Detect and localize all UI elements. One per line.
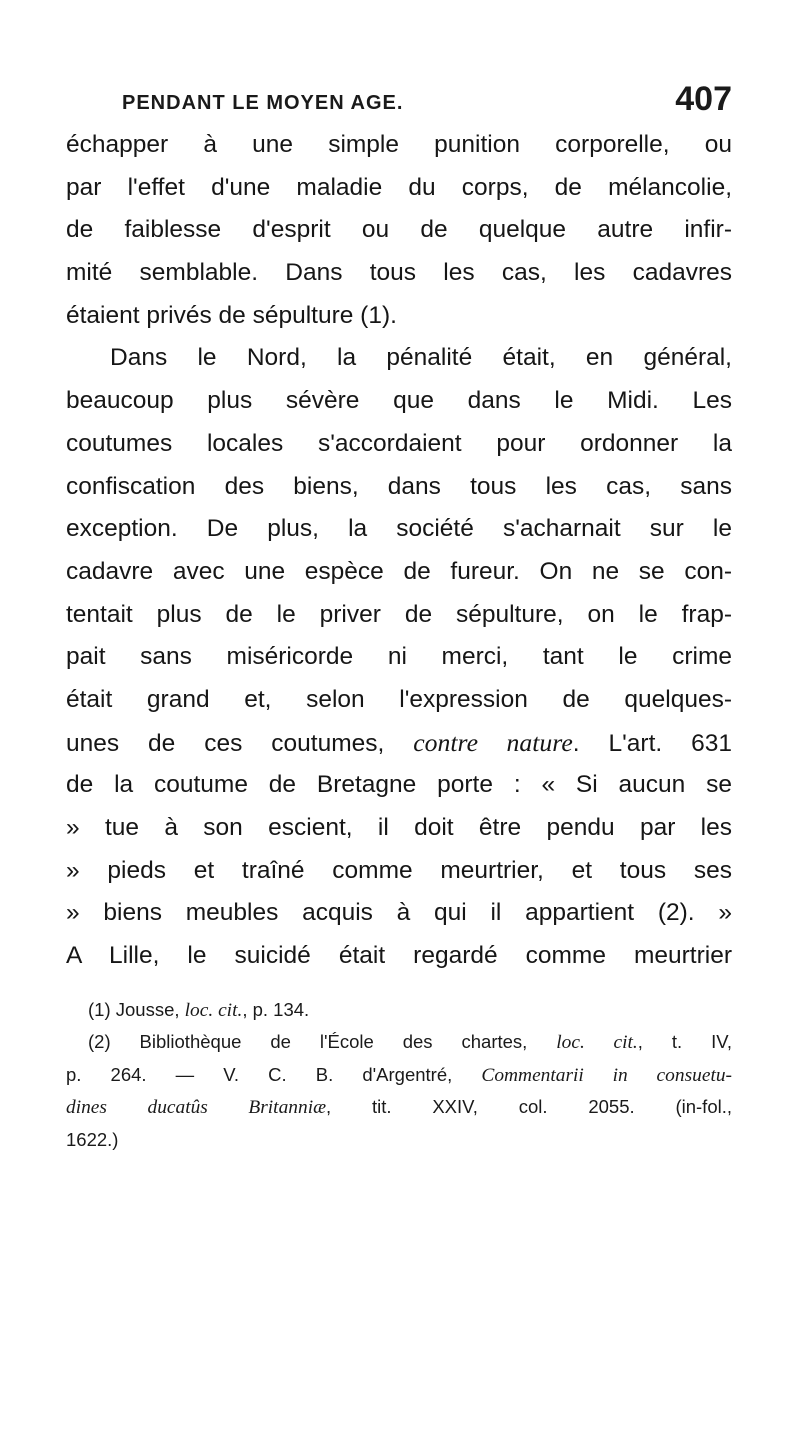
text-fragment: (1) Jousse, [88,998,185,1020]
main-text [66,124,732,978]
italic-phrase: loc. cit. [556,1032,638,1054]
text-fragment: , t. IV, [637,1031,732,1053]
text-fragment: . L'art. 631 [572,729,732,757]
footnote-2-line [66,1059,732,1092]
page-number: 407 [675,80,732,118]
text-line: confiscation des biens, dans tous les cas, sans [66,472,732,500]
running-head [66,80,732,124]
text-line: coutumes locales s'accordaient pour ordonner la [66,429,732,457]
footnote-1 [66,994,732,1027]
text-line: » pieds et traîné comme meurtrier, et tous ses [66,856,732,884]
text-line: par l'effet d'une maladie du corps, de mélancolie, [66,173,732,201]
text-line: de la coutume de Bretagne porte : « Si aucun se [66,771,732,799]
text-line: » biens meubles acquis à qui il appartient (2). » [66,899,732,927]
text-line: mité semblable. Dans tous les cas, les cadavres [66,259,732,287]
text-line: tentait plus de le priver de sépulture, on le frap- [66,600,732,628]
footnote-2-line: 1622.) [66,1128,119,1150]
text-line: de faiblesse d'esprit ou de quelque autre infir- [66,216,732,244]
text-line: cadavre avec une espèce de fureur. On ne se con- [66,557,732,585]
text-line: exception. De plus, la société s'acharnait sur le [66,515,732,543]
text-fragment: (2) Bibliothèque de l'École des chartes, [88,1031,557,1053]
text-line: » tue à son escient, il doit être pendu par les [66,814,732,841]
footnote-2-line [66,1026,732,1059]
italic-phrase: dines ducatûs Britanniæ [66,1097,327,1119]
book-page [66,80,732,1156]
running-title: PENDANT LE MOYEN AGE. [122,92,404,114]
text-fragment: , p. 134. [242,998,310,1020]
text-fragment: p. 264. — V. C. B. d'Argentré, [66,1063,482,1085]
text-line: était grand et, selon l'expression de quelques- [66,685,732,713]
text-line: A Lille, le suicidé était regardé comme meurtrier [66,942,732,970]
italic-phrase: Commentarii in consuetu- [481,1064,732,1086]
italic-phrase: contre nature [413,727,573,757]
text-fragment: unes de ces coutumes, [66,729,414,757]
text-line: beaucoup plus sévère que dans le Midi. Les [66,387,732,415]
text-fragment: , tit. XXIV, col. 2055. (in-fol., [326,1096,733,1118]
italic-phrase: loc. cit. [184,999,243,1021]
text-line: étaient privés de sépulture (1). [66,301,397,329]
text-line [66,722,732,765]
footnote-2-line [66,1091,732,1124]
text-line: pait sans miséricorde ni merci, tant le crime [66,643,732,671]
text-line: Dans le Nord, la pénalité était, en général, [110,344,732,372]
text-line: échapper à une simple punition corporelle, ou [66,131,732,158]
footnotes [66,994,732,1157]
